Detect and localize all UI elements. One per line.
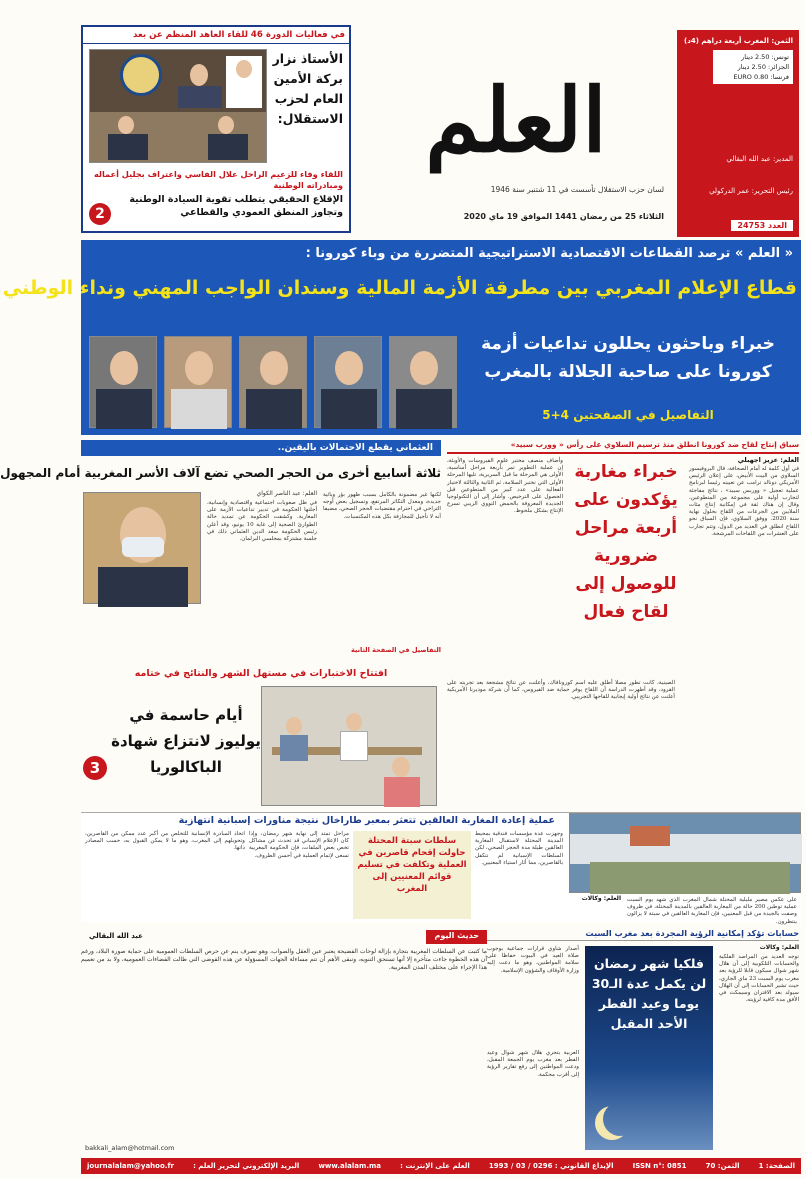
stranded-text-col-1: على عكس مصير مليلية المحتلة شمال المغرب الذي شهد يوم السبت عملية توطين 200 حالة من المغاربة العالقين بالمدينة المحتلة، في ظروف وصفت بالجيدة من قبل المعنيين، فإن المغاربة العالقين في سبتة لا يزالون ينتظرون. [627,897,797,925]
lockdown-kicker: العثماني يقطع الاحتمالات باليقين.. [81,440,441,456]
ramadan-text-col-2: أصدار شاوي قرارات جماعية بوجوب صلاة العيد في البيوت حفاظا على سلامة المواطنين، وهو ما دعت إليه وزارة الأوقاف والشؤون الإسلامية. [487,946,579,974]
ramadan-box-night-sky [585,946,713,1150]
price-label: الثمن: المغرب أربعة دراهم (4د) [684,37,793,45]
expert-photo-2 [164,336,232,428]
lockdown-text-col-2: لكنها غير مضمونة بالكامل بسبب ظهور بؤر وبائية جديدة، ومعدل التكاثر المرتفع، وتسجيل بعض أوجه التراخي في احترام مقتضيات الحجر الصحي، مضيفا أنه لا تأجيل للمجازفة بكل هذه المكتسبات. [323,492,441,520]
editor-label: رئيس التحرير: عمر الدركولي [709,187,793,195]
lockdown-text-col-1: في ظل صعوبات اجتماعية واقتصادية وإنسانية، أجلتها الحكومة في تدبير تداعيات الأزمة على المغاربة. وكشفت الحكومة عن تمديد حالة الطوارئ الصحية إلى غاية 10 يونيو، وقد أعلن رئيس الحكومة سعد الدين العثماني ذلك في جلسة مشتركة بمجلسي البرلمان. [207,500,317,543]
column-email: bakkali_alam@hotmail.com [85,1144,175,1152]
stranded-story [81,812,801,925]
column-author: عبد الله البقالي [89,932,143,940]
footer-page: الصفحة: 1 [758,1162,795,1170]
footer-mail-label: البريد الإلكتروني لتحرير العلم : [193,1162,300,1170]
column-title: حديث اليوم [426,930,487,944]
party-line: لسان حزب الاستقلال تأسست في 11 شتنبر سنة 1946 [490,185,664,194]
exams-kicker: افتتاح الاختبارات في مستهل الشهر والنتائج في ختامه [134,668,388,679]
lockdown-headline: ثلاثة أسابيع أخرى من الحجر الصحي تضع آلاف الأسر المغربية أمام المجهول [0,466,441,480]
promo-page-number: 2 [89,203,111,225]
lead-kicker: « العلم » ترصد القطاعات الاقتصادية الاستراتيجية المتضررة من وباء كورونا : [305,246,793,261]
newspaper-logo: العلم [425,68,607,172]
stranded-byline: العلم: وكالات [581,895,621,902]
footer-issn: ISSN n°: 0851 [632,1162,687,1170]
price-tunisia: تونس: 2.50 دينار [741,53,789,61]
price-algeria: الجزائر: 2.50 دينار [737,63,789,71]
date-line: الثلاثاء 25 من رمضان 1441 الموافق 19 ماي 2020 [463,212,664,221]
stranded-text-col-4: اتخاذ المبادرة الإنسانية للتخلص من أكبر عدد ممكن من القاصرين، وتحويلهم إلى المغرب، وهو ما لا يمكن القبول به، حسب المصادر ذاتها. [85,831,245,852]
vaccine-text-col-1: في أول كلمة له أمام الصحافة، قال البروفيسور السلاوي من البيت الأبيض، على إعلان الرئيس الأمريكي دونالد ترامب عن تعيينه رئيسا لبرنامج عملية تعجيل « ووربس سبيد» ، نتائج مفاجئة لتجارب أولية على مجموعة من المتطوعين، وقال إن هناك ثقة في إمكانية إنتاج مئات الملايين من الجرعات من اللقاح بحلول نهاية سنة 2020. ووفق السلاوي، فإن السباق نحو اللقاح انطلق في العديد من الدول، وتتم تجارب على العشرات من اللقاحات المرشحة. [689,466,800,537]
footer-web-label: العلم على الإنترنت : [400,1162,470,1170]
masthead [51,0,806,240]
lead-sub-2: كورونا على صاحبة الجلالة بالمغرب [484,362,772,382]
footer-price: الثمن: 70 [705,1162,740,1170]
expert-photo-1 [89,336,157,428]
price-france: فرنسا: 0.80 EURO [733,73,789,81]
lockdown-more: التفاصيل في الصفحة الثانية [351,646,441,654]
expert-photo-4 [314,336,382,428]
exams-photo-students [261,686,437,806]
ramadan-story [487,928,799,1154]
vaccine-kicker: سباق إنتاج لقاح ضد كورونا انطلق منذ ترسيم السلاوي على رأس « وورب سبيد» [447,440,799,454]
video-conference-photo [89,49,267,163]
stranded-text-col-2: وجهزت عدة مؤسسات فندقية بمحيط المدينة المحتلة لاستقبال المغاربة العالقين طيلة مدة الحجر الصحي، لكن السلطات الإسبانية لم تتكفل بالقاصرين، مما أثار استياء المعنيين. [475,831,563,866]
lockdown-photo-masked-man [83,492,201,604]
exams-story [81,668,441,810]
issue-number: العدد 24753 [731,220,793,231]
footer-mail[interactable]: journalalam@yahoo.fr [87,1162,174,1170]
ramadan-byline: العلم: وكالات [759,944,799,951]
director-label: المدير: عبد الله البقالي [726,155,793,163]
stranded-text-col-3: مراحل تمتد إلى نهاية شهر رمضان، وإذا كان الإعلام الإسباني قد تحدث عن مشاكل تخص بعض الملفات، فإن الحكومة المغربية تسعى لإتمام العملية في أحسن الظروف. [249,831,349,859]
column-text: ما كتبت عن السلطات المغربية بتجارة بإزالة لوحات الفضيحة يعتبر عين العقل والصواب، وهو تصرف ينم عن حرص السلطات العمومية على حماية صورة البلاد، ورغم أن هذه الخطوة جاءت متأخرة إلا أنها تستحق التنويه، وتبقى الأهم أن تتم مساءلة الجهات المسؤولة عن هذه الفوضى التي طالت الفضاءات العمومية، ولا بد من تعميم هذا الإجراء على مختلف المدن المغربية. [81,948,487,971]
lockdown-story [0,440,441,662]
daily-column [81,928,487,1154]
ramadan-kicker: حسابات تؤكد إمكانية الرؤية المجردة بعد مغرب السبت [487,928,799,941]
footer-legal: الإيداع القانوني : 0296 / 03 / 1993 [488,1162,614,1170]
vaccine-headline: خبراء مغاربة يؤكدون على أربعة مراحل ضرورية للوصول إلى لقاح فعال [574,462,678,622]
lead-sub-1: خبراء وباحثون يحللون تداعيات أزمة [481,334,775,354]
ramadan-text-col-3: العربية بتحري هلال شهر شوال وعيد الفطر بعد مغرب يوم الجمعة المقبل، ودعت المواطنين إلى رفع تقارير الرؤية إلى أقرب محكمة. [487,1050,579,1078]
experts-portraits [89,336,457,430]
stranded-kicker: عملية إعادة المغاربة العالقين تتعثر بمعبر طاراخال نتيجة مناورات إسبانية انتهازية [178,815,555,826]
ramadan-box: فلكيا شهر رمضان لن يكمل عدة الـ30 يوما وعيد الفطر الأحد المقبل [591,956,707,1031]
expert-photo-5 [389,336,457,428]
exams-headline: أيام حاسمة في يوليوز لانتزاع شهادة الباكالوريا [111,706,261,776]
vaccine-text-col-3: الصينية، كانت تطور مصلا أطلق عليه اسم كورونافاك، وأعلنت عن نتائج مشجعة بعد تجربته على القرود، وقد أظهرت الدراسة أن اللقاح يوفر حماية ضد الفيروس، كما أن شركة موديرنا الأمريكية أعلنت عن نتائج أولية إيجابية للقاحها التجريبي. [447,680,675,701]
lead-pages: التفاصيل في الصفحتين 4+5 [542,408,714,422]
stranded-photo-border [569,813,801,893]
promo-quote-2: الإقلاع الحقيقي يتطلب تقوية السيادة الوطنية وتجاوز المنطق العمودي والقطاعي [129,194,343,218]
promo-box [81,25,351,233]
footer-bar [81,1158,801,1174]
exams-page-number: 3 [83,756,107,780]
crescent-moon-icon [603,1102,637,1136]
price-box [677,30,799,237]
promo-speaker: الأستاذ نزار بركة الأمين العام لحزب الاستقلال: [272,51,343,126]
ramadan-text-col-1: توجه العديد من المراصد الفلكية والحسابات التلكوبية إلى أن هلال شهر شوال سيكون قابلا للرؤية بعد مغرب يوم السبت 23 ماي الجاري، حيث تشير الحسابات إلى أن الهلال سيولد بعد الاقتران وسيمكث في الأفق مدة كافية لرؤيته. [719,954,799,1004]
vaccine-text-col-2: وأضاف منصف مختبر علوم الفيروسات والأوبئة، إن عملية التطوير تمر بأربعة مراحل أساسية، الأولى هي المرحلة ما قبل السريرية، تليها المرحلة الأولى التي تختبر السلامة، ثم الثانية والثالثة لاختبار الفعالية على عدد كبير من المتطوعين قبل الحصول على الترخيص. وأشار إلى أن التكنولوجيا الجديدة المعروفة بالحمض النووي الريبي تسرع الإنتاج بشكل ملحوظ. [447,458,563,515]
promo-quote-1: اللقاء وفاء للزعيم الراحل علال الفاسي واعتراف بجليل أعماله ومبادراته الوطنية [93,169,343,190]
vaccine-story [447,440,799,812]
party-emblem [120,54,162,96]
vaccine-byline: العلم: عزيز اجهبلي [737,456,799,464]
promo-kicker: في فعاليات الدورة 46 للقاء العاهد المنظم عن بعد [83,27,349,44]
lead-story [2,240,801,435]
footer-web[interactable]: www.alalam.ma [318,1162,381,1170]
stranded-box: سلطات سبتة المحتلة حاولت إقحام قاصرين في العملية وتكلفت في تسليم قوائم المعنيين إلى المغرب [353,831,471,919]
lockdown-byline: العلم: عبد الناصر الكواي [256,490,317,497]
expert-photo-3 [239,336,307,428]
lead-headline: قطاع الإعلام المغربي بين مطرقة الأزمة المالية وسندان الواجب المهني ونداء الوطني [2,277,797,299]
